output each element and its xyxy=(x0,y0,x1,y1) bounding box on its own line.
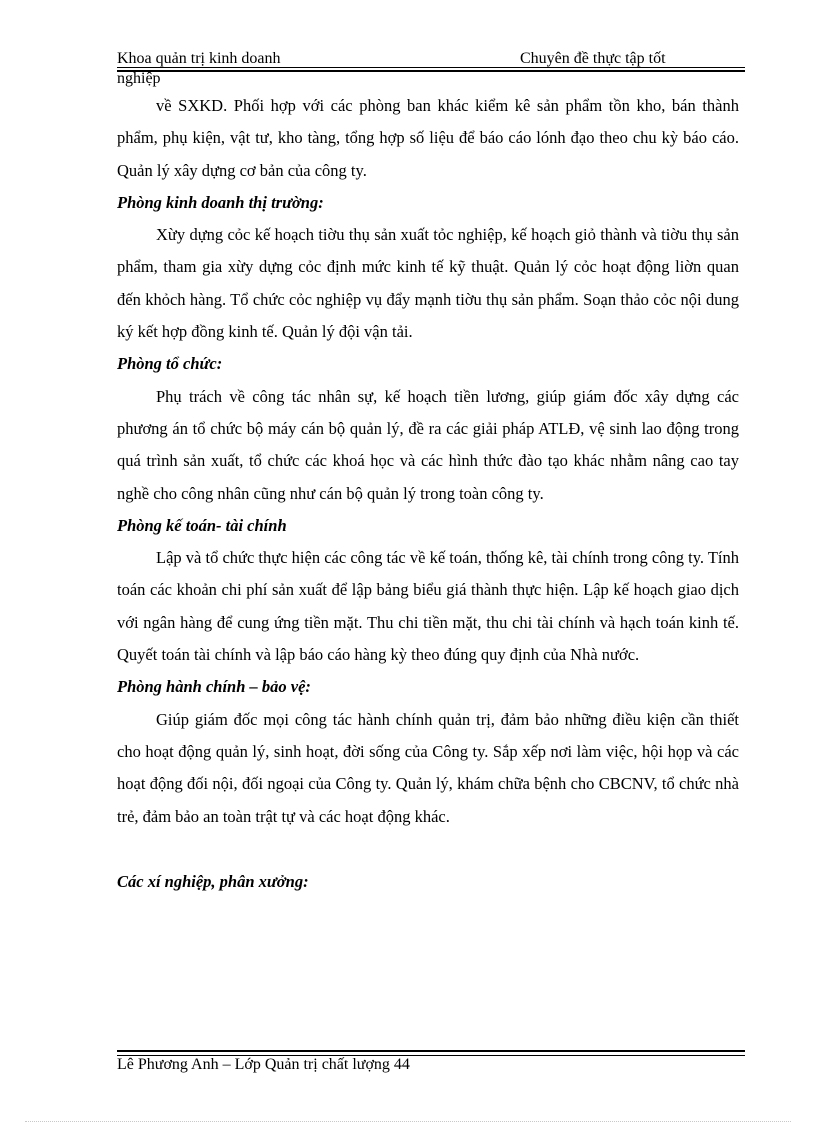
heading-kinh-doanh: Phòng kinh doanh thị trường: xyxy=(117,192,324,212)
heading-ke-toan: Phòng kế toán- tài chính xyxy=(117,515,287,535)
header-rule-thin xyxy=(117,67,745,68)
document-body xyxy=(117,90,739,898)
header-document-title: Chuyên đề thực tập tốt xyxy=(520,50,666,67)
header-rule-thick xyxy=(117,70,745,72)
footer-author: Lê Phương Anh – Lớp Quản trị chất lượng 44 xyxy=(117,1056,410,1073)
page-bottom-border xyxy=(25,1121,791,1122)
paragraph-hanh-chinh: Giúp giám đốc mọi công tác hành chính quản trị, đảm bảo những điều kiện cần thiết cho hoạt động quản lý, sinh hoạt, đời sống của Công ty. Sắp xếp nơi làm việc, hội họp và các hoạt động đối nội, đối ngoại của Công ty. Quản lý, khám chữa bệnh cho CBCNV, tổ chức nhà trẻ, đảm bảo an toàn trật tự và các hoạt động khác. xyxy=(117,709,739,826)
heading-hanh-chinh: Phòng hành chính – bảo vệ: xyxy=(117,677,311,697)
intro-paragraph: về SXKD. Phối hợp với các phòng ban khác kiểm kê sản phẩm tồn kho, bán thành phẩm, phụ kiện, vật tư, kho tàng, tổng hợp số liệu để báo cáo lónh đạo theo chu kỳ báo cáo. Quản lý xây dựng cơ bản của công ty. xyxy=(117,96,739,180)
header-faculty: Khoa quản trị kinh doanh xyxy=(117,50,281,67)
paragraph-to-chuc: Phụ trách về công tác nhân sự, kế hoạch tiền lương, giúp giám đốc xây dựng các phương án tổ chức bộ máy cán bộ quản lý, đề ra các giải pháp ATLĐ, vệ sinh lao động trong quá trình sản xuất, tổ chức các khoá học và các hình thức đào tạo khác nhằm nâng cao tay nghề cho công nhân cũng như cán bộ quản lý trong toàn công ty. xyxy=(117,386,739,503)
footer-rule-thick xyxy=(117,1050,745,1052)
heading-to-chuc: Phòng tổ chức: xyxy=(117,354,223,374)
section-spacer xyxy=(117,833,739,866)
paragraph-kinh-doanh: Xừy dựng cỏc kế hoạch tiờu thụ sản xuất tỏc nghiệp, kế hoạch giỏ thành và tiờu thụ sản phẩm, tham gia xừy dựng cỏc định mức kinh tế kỹ thuật. Quản lý cỏc hoạt động liờn quan đến khỏch hàng. Tổ chức cỏc nghiệp vụ đẩy mạnh tiờu thụ sản phẩm. Soạn thảo cỏc nội dung ký kết hợp đồng kinh tế. Quản lý đội vận tải. xyxy=(117,225,739,342)
header-title-wrap: nghiệp xyxy=(117,70,161,87)
paragraph-ke-toan: Lập và tổ chức thực hiện các công tác về kế toán, thống kê, tài chính trong công ty. Tính toán các khoản chi phí sản xuất để lập bảng biểu giá thành thực hiện. Lập kế hoạch giao dịch với ngân hàng để cung ứng tiền mặt. Thu chi tiền mặt, thu chi tài chính và hạch toán kinh tế. Quyết toán tài chính và lập báo cáo hàng kỳ theo đúng quy định của Nhà nước. xyxy=(117,548,739,665)
heading-xi-nghiep: Các xí nghiệp, phân xưởng: xyxy=(117,871,309,891)
